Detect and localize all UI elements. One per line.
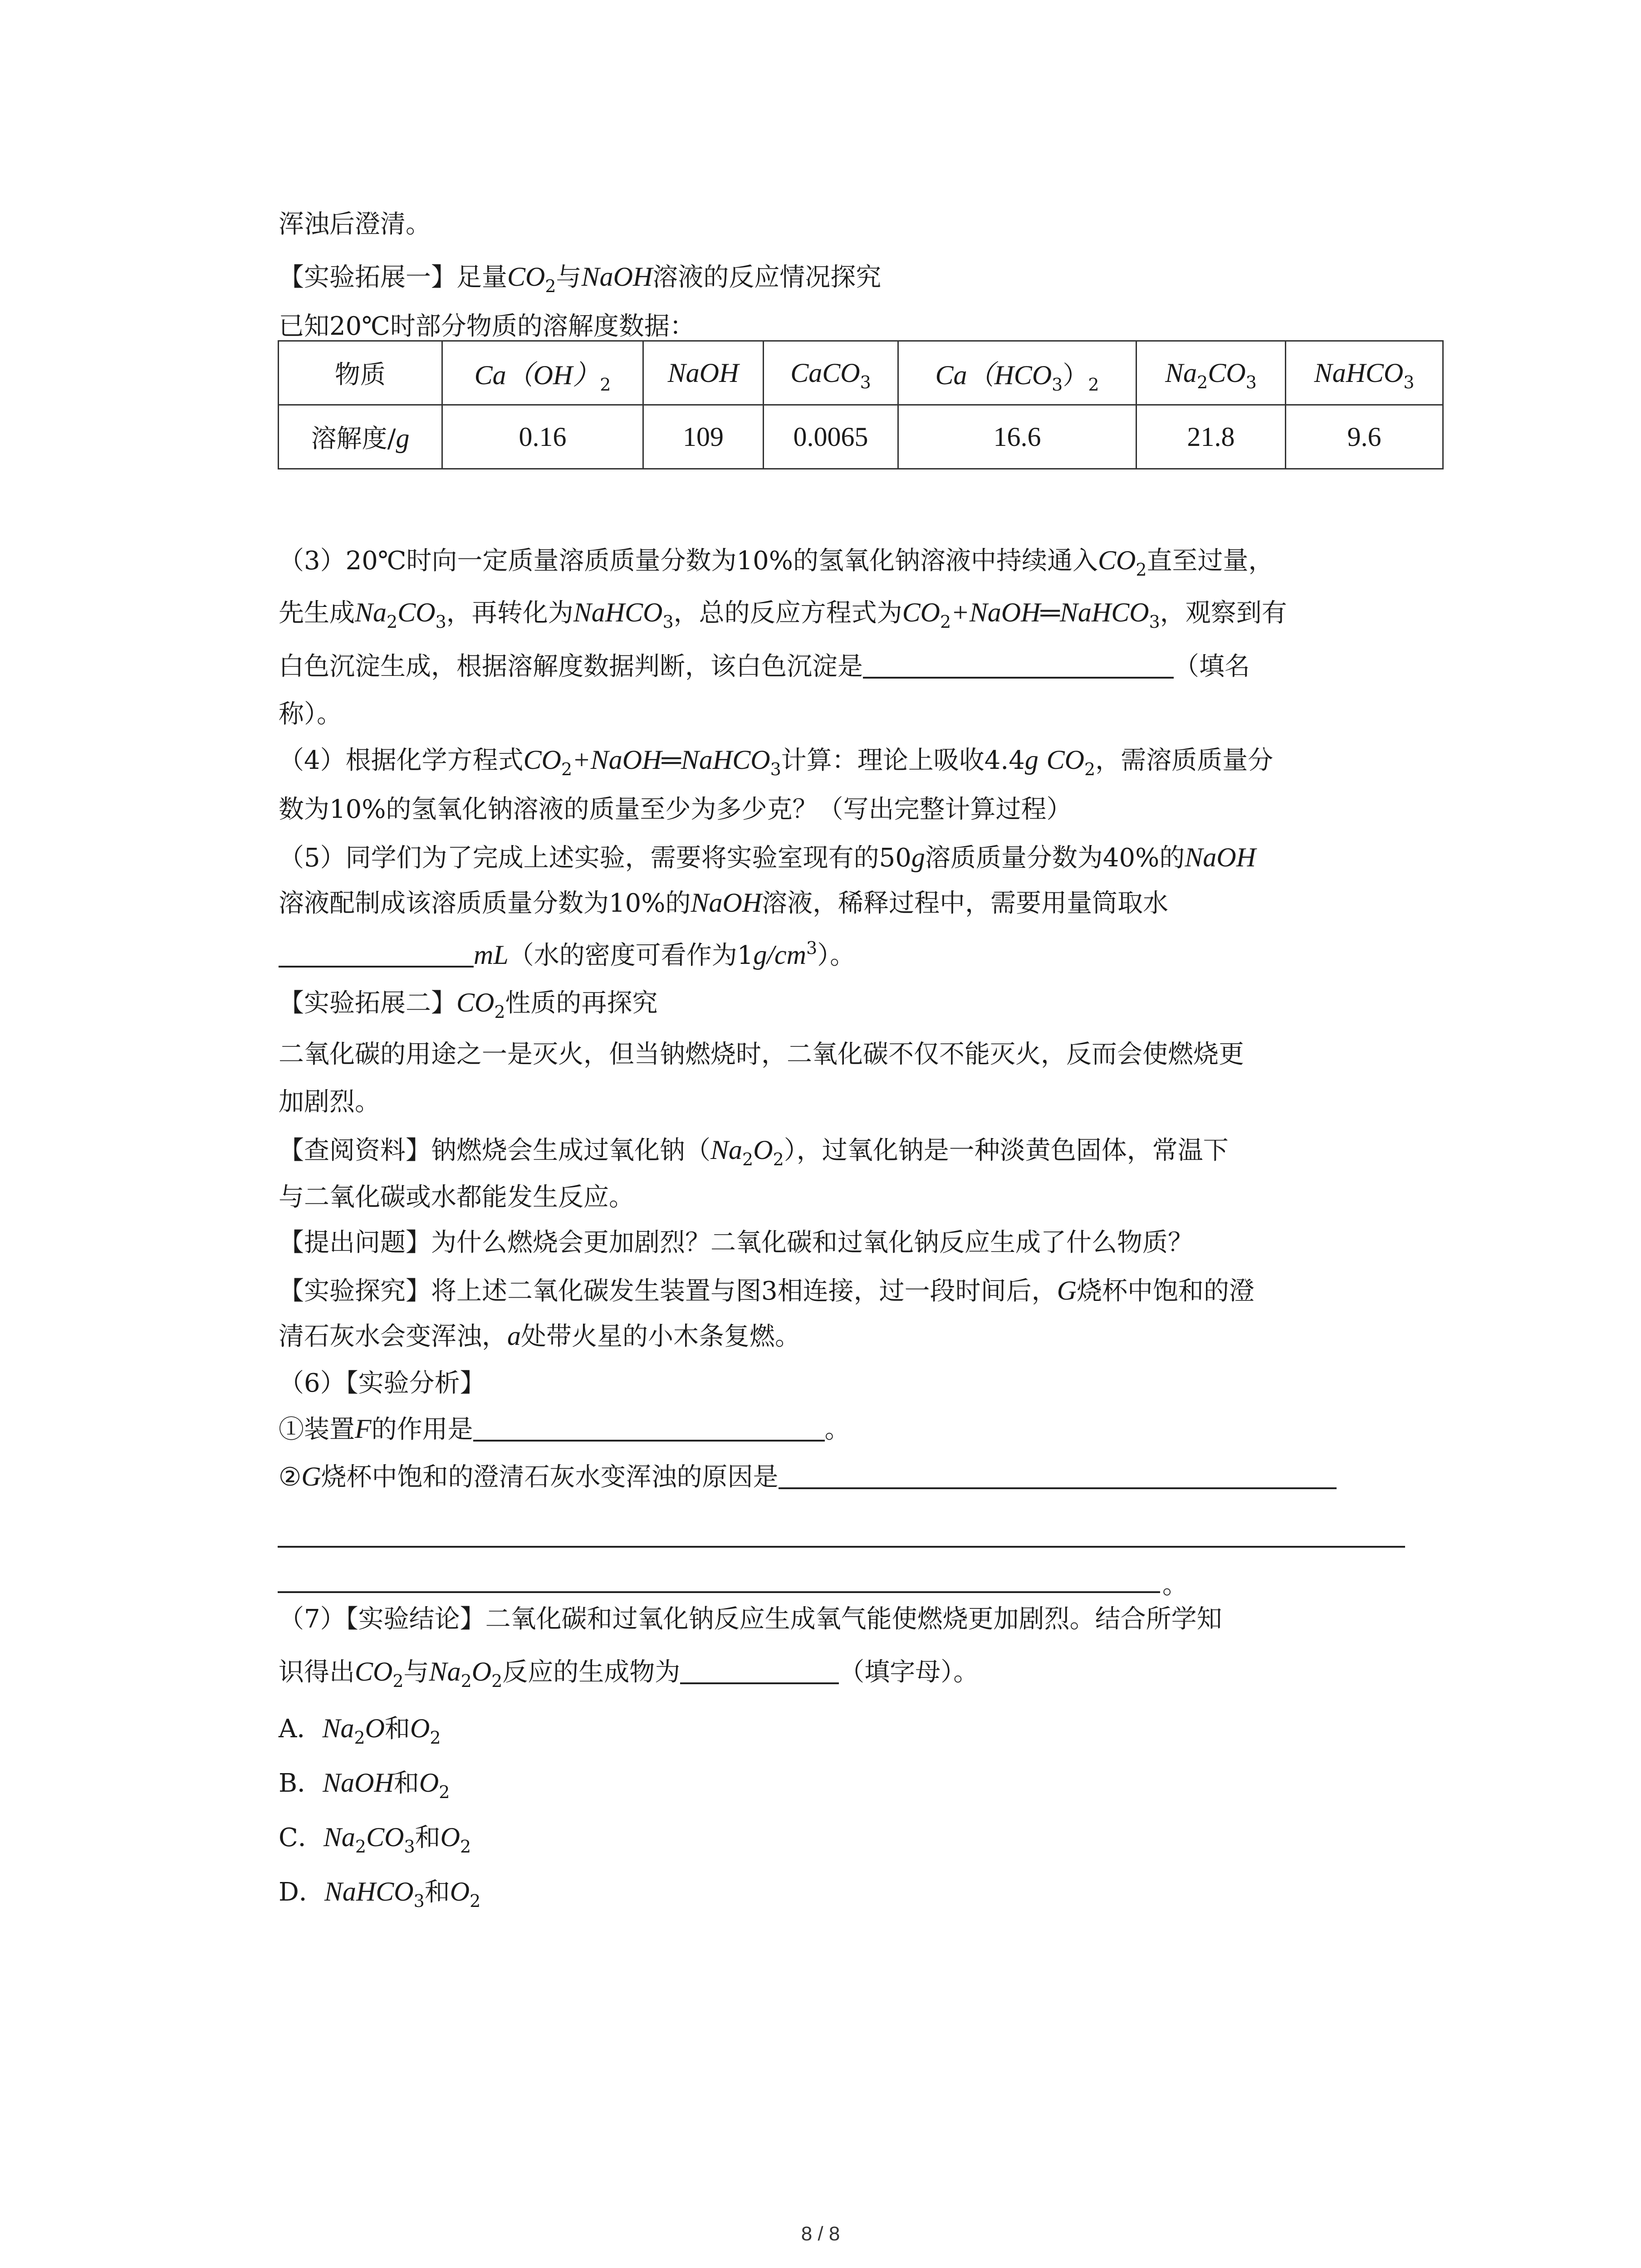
table-header-cell: NaHCO$_3$ — [1286, 341, 1443, 405]
page-number: 8 / 8 — [801, 2223, 840, 2245]
period: 。 — [1162, 1570, 1188, 1600]
answer-line[interactable] — [278, 1546, 1405, 1548]
solubility-table — [278, 340, 1444, 469]
question-5-line1: （5）同学们为了完成上述实验，需要将实验室现有的50g溶质质量分数为40%的NaOH — [279, 842, 1256, 873]
question-7-line2: 识得出$CO_2$与$Na_2O_2$反应的生成物为 （填字母）。 — [279, 1657, 979, 1691]
text-line: 浑浊后澄清。 — [279, 210, 431, 239]
text-line: 【提出问题】为什么燃烧会更加剧烈？二氧化碳和过氧化钠反应生成了什么物质？ — [279, 1228, 1193, 1257]
option-a[interactable]: A．$Na_2O$和$O_2$ — [279, 1713, 441, 1748]
question-5-line2: 溶液配制成该溶质质量分数为10%的NaOH溶液，稀释过程中，需要用量筒取水 — [279, 888, 1169, 918]
table-cell: 9.6 — [1286, 405, 1443, 469]
question-3-line3: 白色沉淀生成，根据溶解度数据判断，该白色沉淀是 （填名 — [279, 652, 1250, 681]
section-heading-ext2: 【实验拓展二】$CO_2$性质的再探究 — [279, 987, 658, 1022]
question-6-item2: ②G烧杯中饱和的澄清石灰水变浑浊的原因是 — [279, 1458, 1337, 1496]
table-header-row — [279, 341, 1443, 405]
option-b[interactable]: B．NaOH和$O_2$ — [279, 1768, 450, 1802]
section-heading-ext1: 【实验拓展一】足量$CO_2$与NaOH溶液的反应情况探究 — [279, 262, 882, 296]
answer-blank[interactable] — [863, 651, 1174, 679]
question-3-line1: （3）20℃时向一定质量溶质质量分数为10%的氢氧化钠溶液中持续通入$CO_2$直至过量， — [279, 545, 1274, 580]
table-header-cell: $Na_2CO_3$ — [1136, 341, 1286, 405]
question-3-line4: 称）。 — [279, 699, 342, 729]
table-header-cell: $Ca(HCO_3)_2$ — [898, 341, 1136, 405]
table-header-cell: CaCO$_3$ — [764, 341, 898, 405]
table-header-cell: 物质 — [279, 341, 442, 405]
table-cell: 109 — [643, 405, 764, 469]
question-6-item1: ①装置F的作用是 。 — [279, 1414, 850, 1444]
table-row-label: 溶解度/g — [279, 405, 442, 469]
question-4-line2: 数为10%的氢氧化钠溶液的质量至少为多少克？（写出完整计算过程） — [279, 795, 1072, 824]
table-cell: 0.16 — [442, 405, 643, 469]
question-7-line1: （7）【实验结论】二氧化碳和过氧化钠反应生成氧气能使燃烧更加剧烈。结合所学知 — [279, 1604, 1222, 1634]
question-3-line2: 先生成$Na_2CO_3$，再转化为NaHCO$_3$，总的反应方程式为$CO_2+NaOH═NaHCO_3$，观察到有 — [279, 597, 1287, 632]
text-line: 二氧化碳的用途之一是灭火，但当钠燃烧时，二氧化碳不仅不能灭火，反而会使燃烧更 — [279, 1040, 1244, 1069]
answer-blank[interactable] — [680, 1657, 839, 1684]
option-c[interactable]: C．$Na_2CO_3$和$O_2$ — [279, 1822, 471, 1857]
reference-line1: 【查阅资料】钠燃烧会生成过氧化钠$(Na_2O_2)$，过氧化钠是一种淡黄色固体，常温下 — [279, 1135, 1229, 1169]
answer-line[interactable] — [278, 1591, 1160, 1593]
answer-blank[interactable] — [473, 1414, 825, 1442]
answer-blank[interactable] — [279, 940, 474, 968]
table-header-cell: NaOH — [643, 341, 764, 405]
text-line: 与二氧化碳或水都能发生反应。 — [279, 1183, 634, 1212]
option-d[interactable]: D．NaHCO$_3$和$O_2$ — [279, 1877, 481, 1911]
question-6-heading: （6）【实验分析】 — [279, 1369, 485, 1398]
text-line: 已知20℃时部分物质的溶解度数据： — [279, 312, 695, 341]
answer-blank[interactable] — [779, 1462, 1337, 1489]
table-cell: 21.8 — [1136, 405, 1286, 469]
table-cell: 16.6 — [898, 405, 1136, 469]
table-row — [279, 405, 1443, 469]
experiment-line1: 【实验探究】将上述二氧化碳发生装置与图3相连接，过一段时间后，G烧杯中饱和的澄 — [279, 1276, 1254, 1306]
experiment-line2: 清石灰水会变浑浊，a处带火星的小木条复燃。 — [279, 1321, 800, 1351]
question-4-line1: （4）根据化学方程式$CO_2+NaOH═NaHCO_3$计算：理论上吸收4.4g $CO_2$，需溶质质量分 — [279, 745, 1274, 779]
text-line: 加剧烈。 — [279, 1087, 380, 1117]
table-header-cell: $Ca(OH)_2$ — [442, 341, 643, 405]
question-5-line3: mL（水的密度可看作为$1g/cm^3$）。 — [279, 937, 855, 974]
table-cell: 0.0065 — [764, 405, 898, 469]
